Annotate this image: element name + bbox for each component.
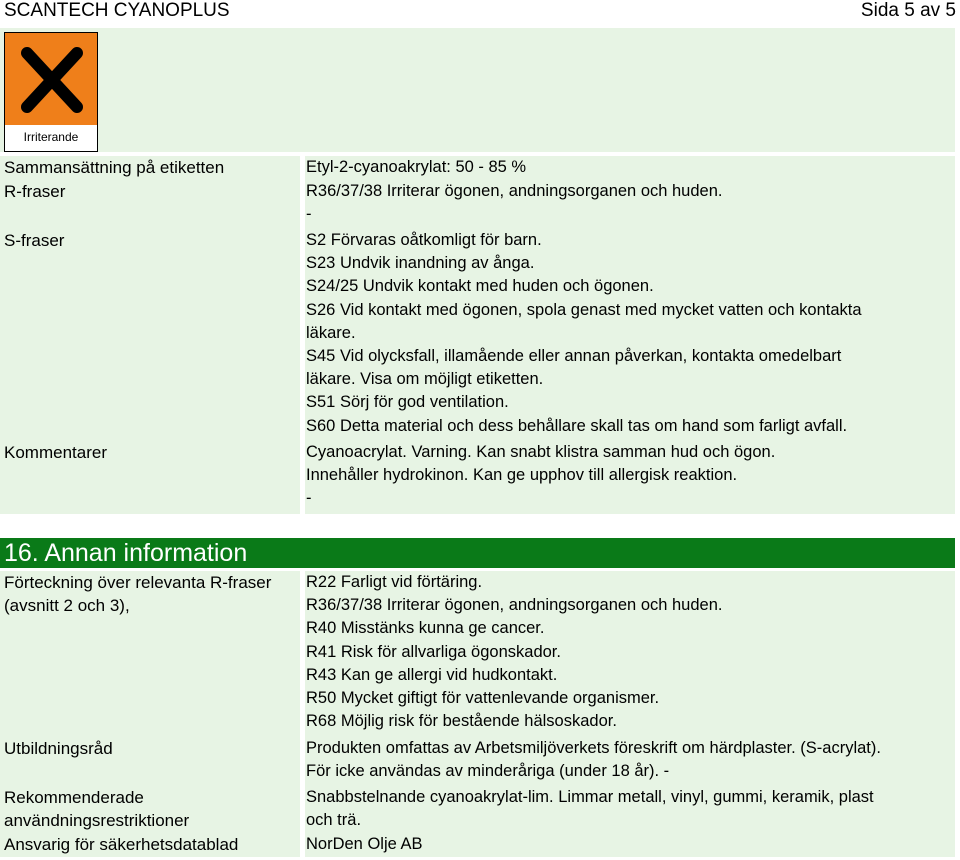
restrictions-line: Snabbstelnande cyanoakrylat-lim. Limmar metall, vinyl, gummi, keramik, plast [306, 788, 874, 806]
s-phrases-value [306, 229, 862, 438]
restrictions-label-line: Rekommenderade [4, 788, 144, 807]
s-phrase-line: S26 Vid kontakt med ögonen, spola genast med mycket vatten och kontakta [306, 300, 862, 319]
r-phrases-value [306, 180, 722, 226]
section-16-title: 16. Annan information [4, 539, 248, 567]
r-list-value [306, 571, 722, 733]
composition-value: Etyl-2-cyanoakrylat: 50 - 85 % [306, 158, 527, 176]
restrictions-label-line: användningsrestriktioner [4, 811, 190, 830]
hazard-symbol [4, 32, 98, 152]
restrictions-label [4, 786, 189, 832]
r-phrase-line: R36/37/38 Irriterar ögonen, andningsorganen och huden. [306, 182, 723, 200]
r-list-label [4, 571, 271, 617]
comments-value [306, 441, 775, 511]
s-phrase-line: S60 Detta material och dess behållare skall tas om hand som farligt avfall. [306, 416, 848, 435]
training-value [306, 737, 881, 783]
restrictions-value [306, 786, 874, 832]
r-phrases-label: R-fraser [4, 182, 66, 201]
comment-line: - [306, 489, 312, 508]
training-line: För icke användas av minderåriga (under 18 år). - [306, 762, 670, 781]
s-phrase-line: läkare. [306, 323, 356, 342]
r-phrase-line: - [306, 205, 312, 224]
hazard-label: Irriterande [23, 130, 79, 144]
r-list-line: R43 Kan ge allergi vid hudkontakt. [306, 665, 558, 684]
comments-label: Kommentarer [4, 443, 107, 462]
r-list-line: R68 Möjlig risk för bestående hälsoskador. [306, 712, 617, 731]
r-list-label-line: (avsnitt 2 och 3), [4, 596, 130, 615]
s-phrase-line: S23 Undvik inandning av ånga. [306, 254, 535, 273]
irritant-x-icon [5, 33, 97, 125]
comment-line: Innehåller hydrokinon. Kan ge upphov till allergisk reaktion. [306, 466, 738, 485]
r-list-line: R50 Mycket giftigt för vattenlevande organismer. [306, 689, 660, 708]
s-phrase-line: S51 Sörj för god ventilation. [306, 393, 509, 412]
restrictions-line: och trä. [306, 811, 362, 830]
s-phrase-line: S45 Vid olycksfall, illamående eller annan påverkan, kontakta omedelbart [306, 347, 842, 366]
r-list-line: R41 Risk för allvarliga ögonskador. [306, 642, 561, 661]
composition-label: Sammansättning på etiketten [4, 158, 225, 177]
section-16-header [0, 538, 955, 568]
training-label: Utbildningsråd [4, 739, 113, 758]
s-phrases-label: S-fraser [4, 231, 65, 250]
r-list-line: R36/37/38 Irriterar ögonen, andningsorganen och huden. [306, 596, 723, 615]
s-phrase-line: läkare. Visa om möjligt etiketten. [306, 370, 544, 389]
s-phrase-line: S24/25 Undvik kontakt med huden och ögonen. [306, 277, 654, 296]
hazard-symbol-area [0, 28, 955, 152]
comment-line: Cyanoacrylat. Varning. Kan snabt klistra samman hud och ögon. [306, 443, 776, 461]
r-list-label-line: Förteckning över relevanta R-fraser [4, 573, 272, 592]
r-list-line: R22 Farligt vid förtäring. [306, 573, 483, 591]
responsible-value: NorDen Olje AB [306, 835, 423, 853]
r-list-line: R40 Misstänks kunna ge cancer. [306, 619, 545, 638]
training-line: Produkten omfattas av Arbetsmiljöverkets föreskrift om härdplaster. (S-acrylat). [306, 739, 881, 757]
page-header [0, 0, 960, 24]
s-phrase-line: S2 Förvaras oåtkomligt för barn. [306, 231, 542, 249]
responsible-label: Ansvarig för säkerhetsdatablad [4, 835, 239, 854]
page-number: Sida 5 av 5 [860, 0, 956, 21]
document-title: SCANTECH CYANOPLUS [4, 0, 230, 21]
